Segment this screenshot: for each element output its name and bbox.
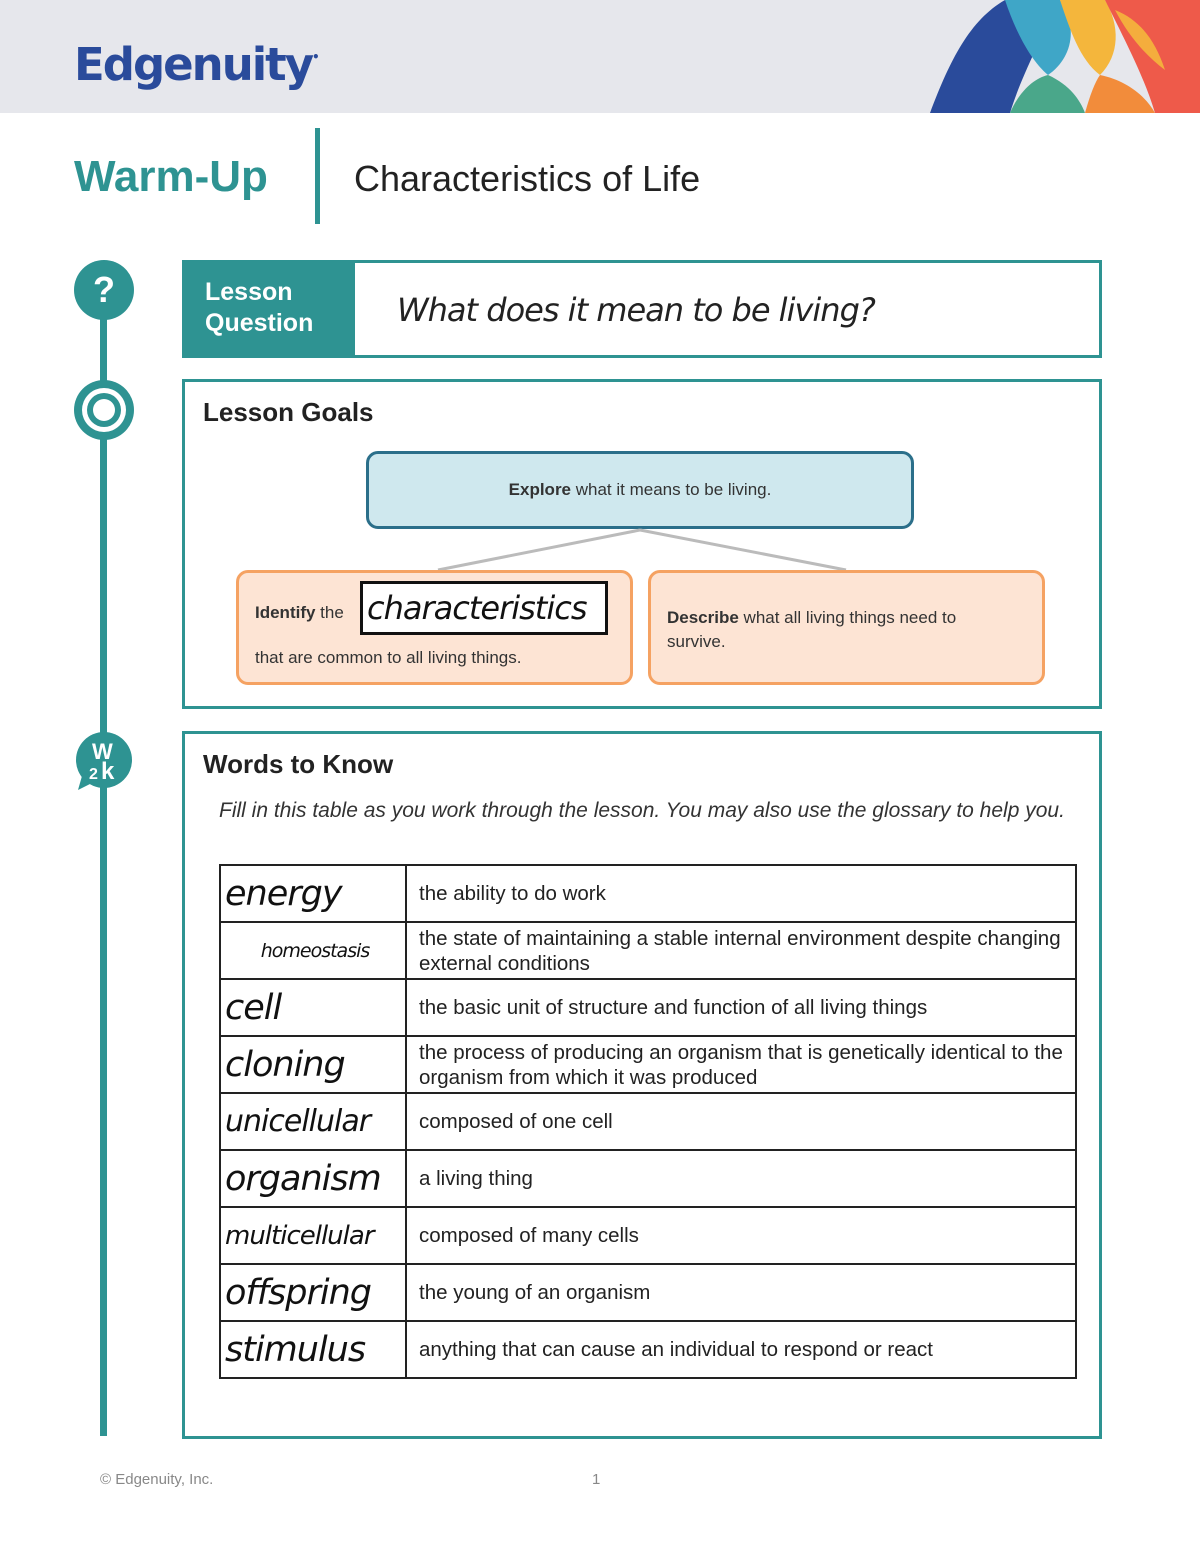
table-row <box>220 1036 1076 1093</box>
page-title-label: Warm-Up <box>74 152 268 201</box>
table-row <box>220 922 1076 979</box>
definition-cell: the young of an organism <box>406 1264 1076 1321</box>
lesson-goals-heading: Lesson Goals <box>203 397 374 427</box>
brand-mark: • <box>312 50 320 64</box>
words-to-know-intro: Fill in this table as you work through the lesson. You may also use the glossary to help you. <box>219 799 1065 822</box>
definition-cell: a living thing <box>406 1150 1076 1207</box>
question-icon: ? <box>74 260 134 320</box>
words-to-know-icon <box>74 732 136 792</box>
term-cell[interactable]: homeostasis <box>220 922 406 979</box>
w2k-letter-w: W <box>92 739 113 764</box>
words-to-know-heading: Words to Know <box>203 749 394 779</box>
header-band <box>0 0 1200 113</box>
definition-cell: the basic unit of structure and function of all living things <box>406 979 1076 1036</box>
lesson-question-box <box>182 260 1102 358</box>
definition-cell: anything that can cause an individual to respond or react <box>406 1321 1076 1378</box>
goal-connectors <box>366 528 914 572</box>
brand-logo <box>74 38 320 91</box>
lesson-question-tab <box>185 263 355 355</box>
definition-cell: the state of maintaining a stable internal environment despite changing external conditions <box>406 922 1076 979</box>
term-cell[interactable]: offspring <box>220 1264 406 1321</box>
w2k-number-2: 2 <box>89 766 98 783</box>
lesson-question-answer: What does it mean to be living? <box>397 291 875 329</box>
lesson-question-tab-line1: Lesson <box>205 278 293 306</box>
decorative-petals <box>930 0 1200 113</box>
term-cell[interactable]: organism <box>220 1150 406 1207</box>
brand-name: Edgenuity <box>74 38 313 91</box>
term-cell[interactable]: energy <box>220 865 406 922</box>
goal-identify-verb: Identify <box>255 603 316 622</box>
goal-identify-mid: the <box>315 603 344 622</box>
definition-cell: composed of many cells <box>406 1207 1076 1264</box>
term-cell[interactable]: cloning <box>220 1036 406 1093</box>
definition-cell: the ability to do work <box>406 865 1076 922</box>
timeline-line <box>100 300 107 1436</box>
table-row <box>220 1093 1076 1150</box>
goal-explore-text: what it means to be living. <box>571 480 772 499</box>
footer-copyright: © Edgenuity, Inc. <box>100 1471 214 1488</box>
goal-explore-card <box>366 451 914 529</box>
table-row <box>220 1207 1076 1264</box>
table-row <box>220 979 1076 1036</box>
goal-describe-card <box>648 570 1045 685</box>
term-cell[interactable]: cell <box>220 979 406 1036</box>
goal-describe-text: what all living things need to survive. <box>667 608 957 651</box>
goal-identify-rest: that are common to all living things. <box>255 648 522 667</box>
goal-identify-answer-field[interactable]: characteristics <box>360 581 608 635</box>
table-row <box>220 1321 1076 1378</box>
term-cell[interactable]: unicellular <box>220 1093 406 1150</box>
table-row <box>220 1264 1076 1321</box>
table-row <box>220 1150 1076 1207</box>
definition-cell: composed of one cell <box>406 1093 1076 1150</box>
words-table <box>219 864 1077 1379</box>
page-title-topic: Characteristics of Life <box>354 158 701 199</box>
term-cell[interactable]: multicellular <box>220 1207 406 1264</box>
w2k-letter-k: k <box>101 758 115 785</box>
definition-cell: the process of producing an organism that is genetically identical to the organism from which it was produced <box>406 1036 1076 1093</box>
term-cell[interactable]: stimulus <box>220 1321 406 1378</box>
goal-explore-verb: Explore <box>508 480 572 499</box>
target-icon <box>74 380 134 440</box>
table-row <box>220 865 1076 922</box>
title-divider <box>315 128 320 224</box>
footer-page-number: 1 <box>592 1471 601 1488</box>
lesson-question-tab-line2: Question <box>205 309 314 337</box>
goal-describe-verb: Describe <box>667 608 739 627</box>
